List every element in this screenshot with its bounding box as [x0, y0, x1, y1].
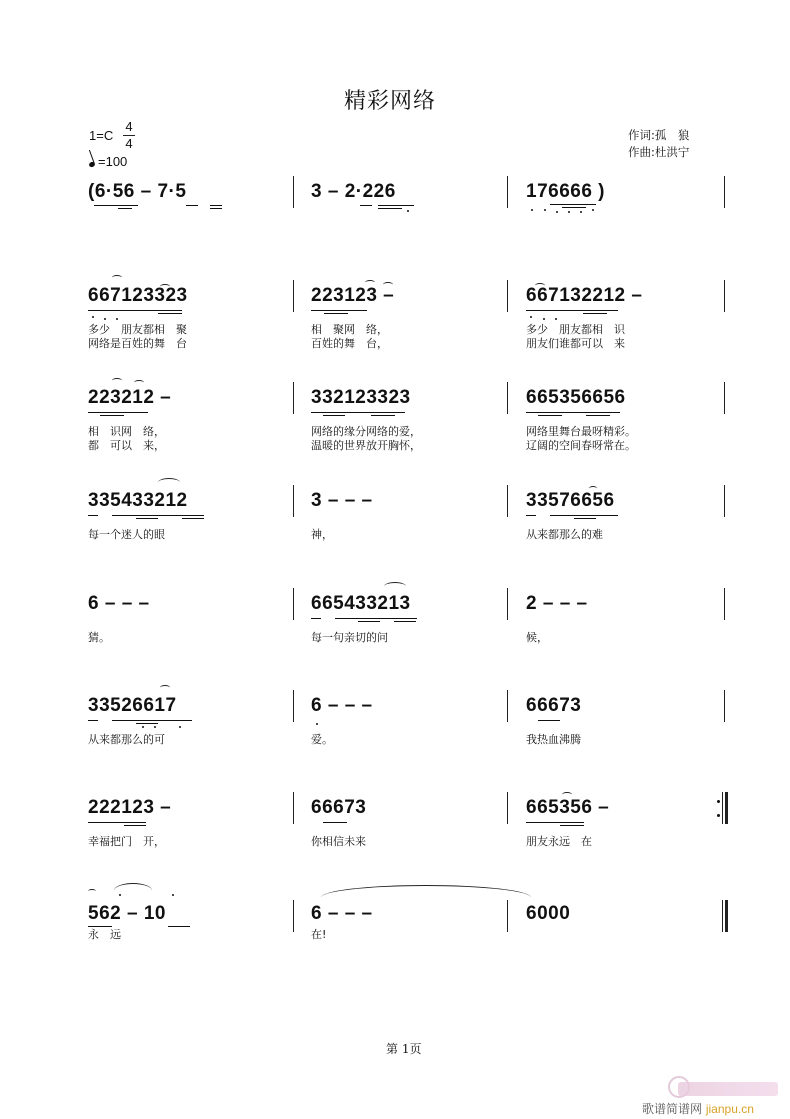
- barline: [724, 588, 725, 620]
- credits: [628, 127, 689, 161]
- lyric-line-1: 相 聚网 络，: [311, 323, 388, 336]
- watermark-banner: [678, 1082, 778, 1096]
- watermark-site-name: 歌谱简谱网: [642, 1102, 703, 1116]
- time-signature-bottom: 4: [125, 136, 133, 151]
- measure-notes: 6 – – –: [88, 593, 150, 614]
- lyric-line-2: 温暖的世界放开胸怀，: [311, 439, 421, 452]
- measure-notes: 222123 –: [88, 797, 172, 818]
- composer: 作曲:杜洪宁: [628, 145, 690, 159]
- measure-notes: 667132212 –: [526, 285, 643, 306]
- lyric-line-2: 百姓的舞 台，: [311, 337, 388, 350]
- lyric-line-1: 永 远: [88, 928, 121, 941]
- barline: [724, 176, 725, 208]
- lyric-line-1: 从来都那么的可: [88, 733, 165, 746]
- lyric-line-1: 网络里舞台最呀精彩。: [526, 425, 636, 438]
- barline: [724, 280, 725, 312]
- lyric-line-1: 神，: [311, 528, 333, 541]
- measure-notes: 6000: [526, 903, 571, 924]
- system-1: [88, 176, 728, 216]
- system-5: [88, 578, 728, 653]
- barline: [293, 588, 294, 620]
- system-8: [88, 880, 728, 950]
- lyric-line-1: 你相信未来: [311, 835, 366, 848]
- measure-notes: 562 – 10: [88, 903, 166, 924]
- measure-notes: 33526617: [88, 695, 177, 716]
- barline: [293, 792, 294, 824]
- lyric-line-1: 我热血沸腾: [526, 733, 581, 746]
- measure-notes: 665356 –: [526, 797, 610, 818]
- measure-notes: 6 – – –: [311, 903, 373, 924]
- measure-notes: 33576656: [526, 490, 615, 511]
- measure-notes: 335433212: [88, 490, 188, 511]
- barline: [293, 382, 294, 414]
- barline: [293, 900, 294, 932]
- lyric-line-2: 辽阔的空间春呀常在。: [526, 439, 636, 452]
- barline: [724, 382, 725, 414]
- time-signature: [123, 120, 135, 151]
- final-barline-thick: [725, 900, 728, 932]
- time-signature-top: 4: [125, 119, 133, 134]
- system-2: [88, 270, 728, 360]
- barline: [507, 588, 508, 620]
- lyric-line-1: 爱。: [311, 733, 333, 746]
- tempo-value: =100: [98, 154, 128, 169]
- measure-notes: 223212 –: [88, 387, 172, 408]
- lyric-line-1: 朋友永远 在: [526, 835, 592, 848]
- measure-notes: 667123323: [88, 285, 188, 306]
- measure-notes: 3 – – –: [311, 490, 373, 511]
- lyric-line-1: 相 识网 络，: [88, 425, 165, 438]
- barline: [293, 176, 294, 208]
- quarter-note-icon: [88, 161, 95, 168]
- final-barline-thin: [722, 900, 723, 932]
- watermark-text: [642, 1100, 754, 1117]
- lyric-line-1: 网络的缘分网络的爱，: [311, 425, 421, 438]
- lyric-line-1: 每一个迷人的眼: [88, 528, 165, 541]
- lyricist: 作词:孤 狼: [628, 128, 690, 142]
- system-4: [88, 475, 728, 550]
- measure-notes: 2 – – –: [526, 593, 588, 614]
- lyric-line-2: 都 可以 来，: [88, 439, 165, 452]
- barline: [507, 280, 508, 312]
- page-number: 第 1页: [386, 1042, 422, 1056]
- measure-notes: 3 – 2·226: [311, 181, 396, 202]
- measure-notes: 665356656: [526, 387, 626, 408]
- lyric-line-1: 每一句亲切的问: [311, 631, 388, 644]
- measure-notes: 6 – – –: [311, 695, 373, 716]
- barline: [507, 690, 508, 722]
- system-3: [88, 372, 728, 462]
- barline: [507, 382, 508, 414]
- barline: [293, 690, 294, 722]
- repeat-dot: [717, 814, 720, 817]
- barline: [507, 792, 508, 824]
- system-6: [88, 680, 728, 755]
- barline: [724, 690, 725, 722]
- lyric-line-1: 在!: [311, 928, 327, 941]
- measure-notes: 176666 ): [526, 181, 606, 202]
- lyric-line-1: 多少 朋友都相 识: [526, 323, 625, 336]
- watermark-domain: jianpu.cn: [705, 1102, 754, 1116]
- measure-notes: 223123 –: [311, 285, 395, 306]
- repeat-barline-thin: [722, 792, 723, 824]
- lyric-line-2: 网络是百姓的舞 台: [88, 337, 187, 350]
- barline: [293, 280, 294, 312]
- system-7: [88, 782, 728, 857]
- lyric-line-1: 从来都那么的难: [526, 528, 603, 541]
- lyric-line-1: 猜。: [88, 631, 110, 644]
- barline: [293, 485, 294, 517]
- barline: [724, 485, 725, 517]
- barline: [507, 485, 508, 517]
- song-title: 精彩网络: [343, 89, 436, 114]
- repeat-barline-thick: [725, 792, 728, 824]
- tempo-marking: [89, 154, 127, 169]
- key-signature: 1=C: [89, 128, 114, 143]
- lyric-line-1: 多少 朋友都相 聚: [88, 323, 187, 336]
- lyric-line-1: 幸福把门 开，: [88, 835, 165, 848]
- watermark: [640, 1082, 790, 1119]
- lyric-line-1: 候，: [526, 631, 548, 644]
- measure-notes: (6·56 – 7·5: [88, 181, 187, 202]
- measure-notes: 665433213: [311, 593, 411, 614]
- repeat-dot: [717, 800, 720, 803]
- measure-notes: 66673: [311, 797, 367, 818]
- measure-notes: 66673: [526, 695, 582, 716]
- lyric-line-2: 朋友们谁都可以 来: [526, 337, 625, 350]
- measure-notes: 332123323: [311, 387, 411, 408]
- barline: [507, 176, 508, 208]
